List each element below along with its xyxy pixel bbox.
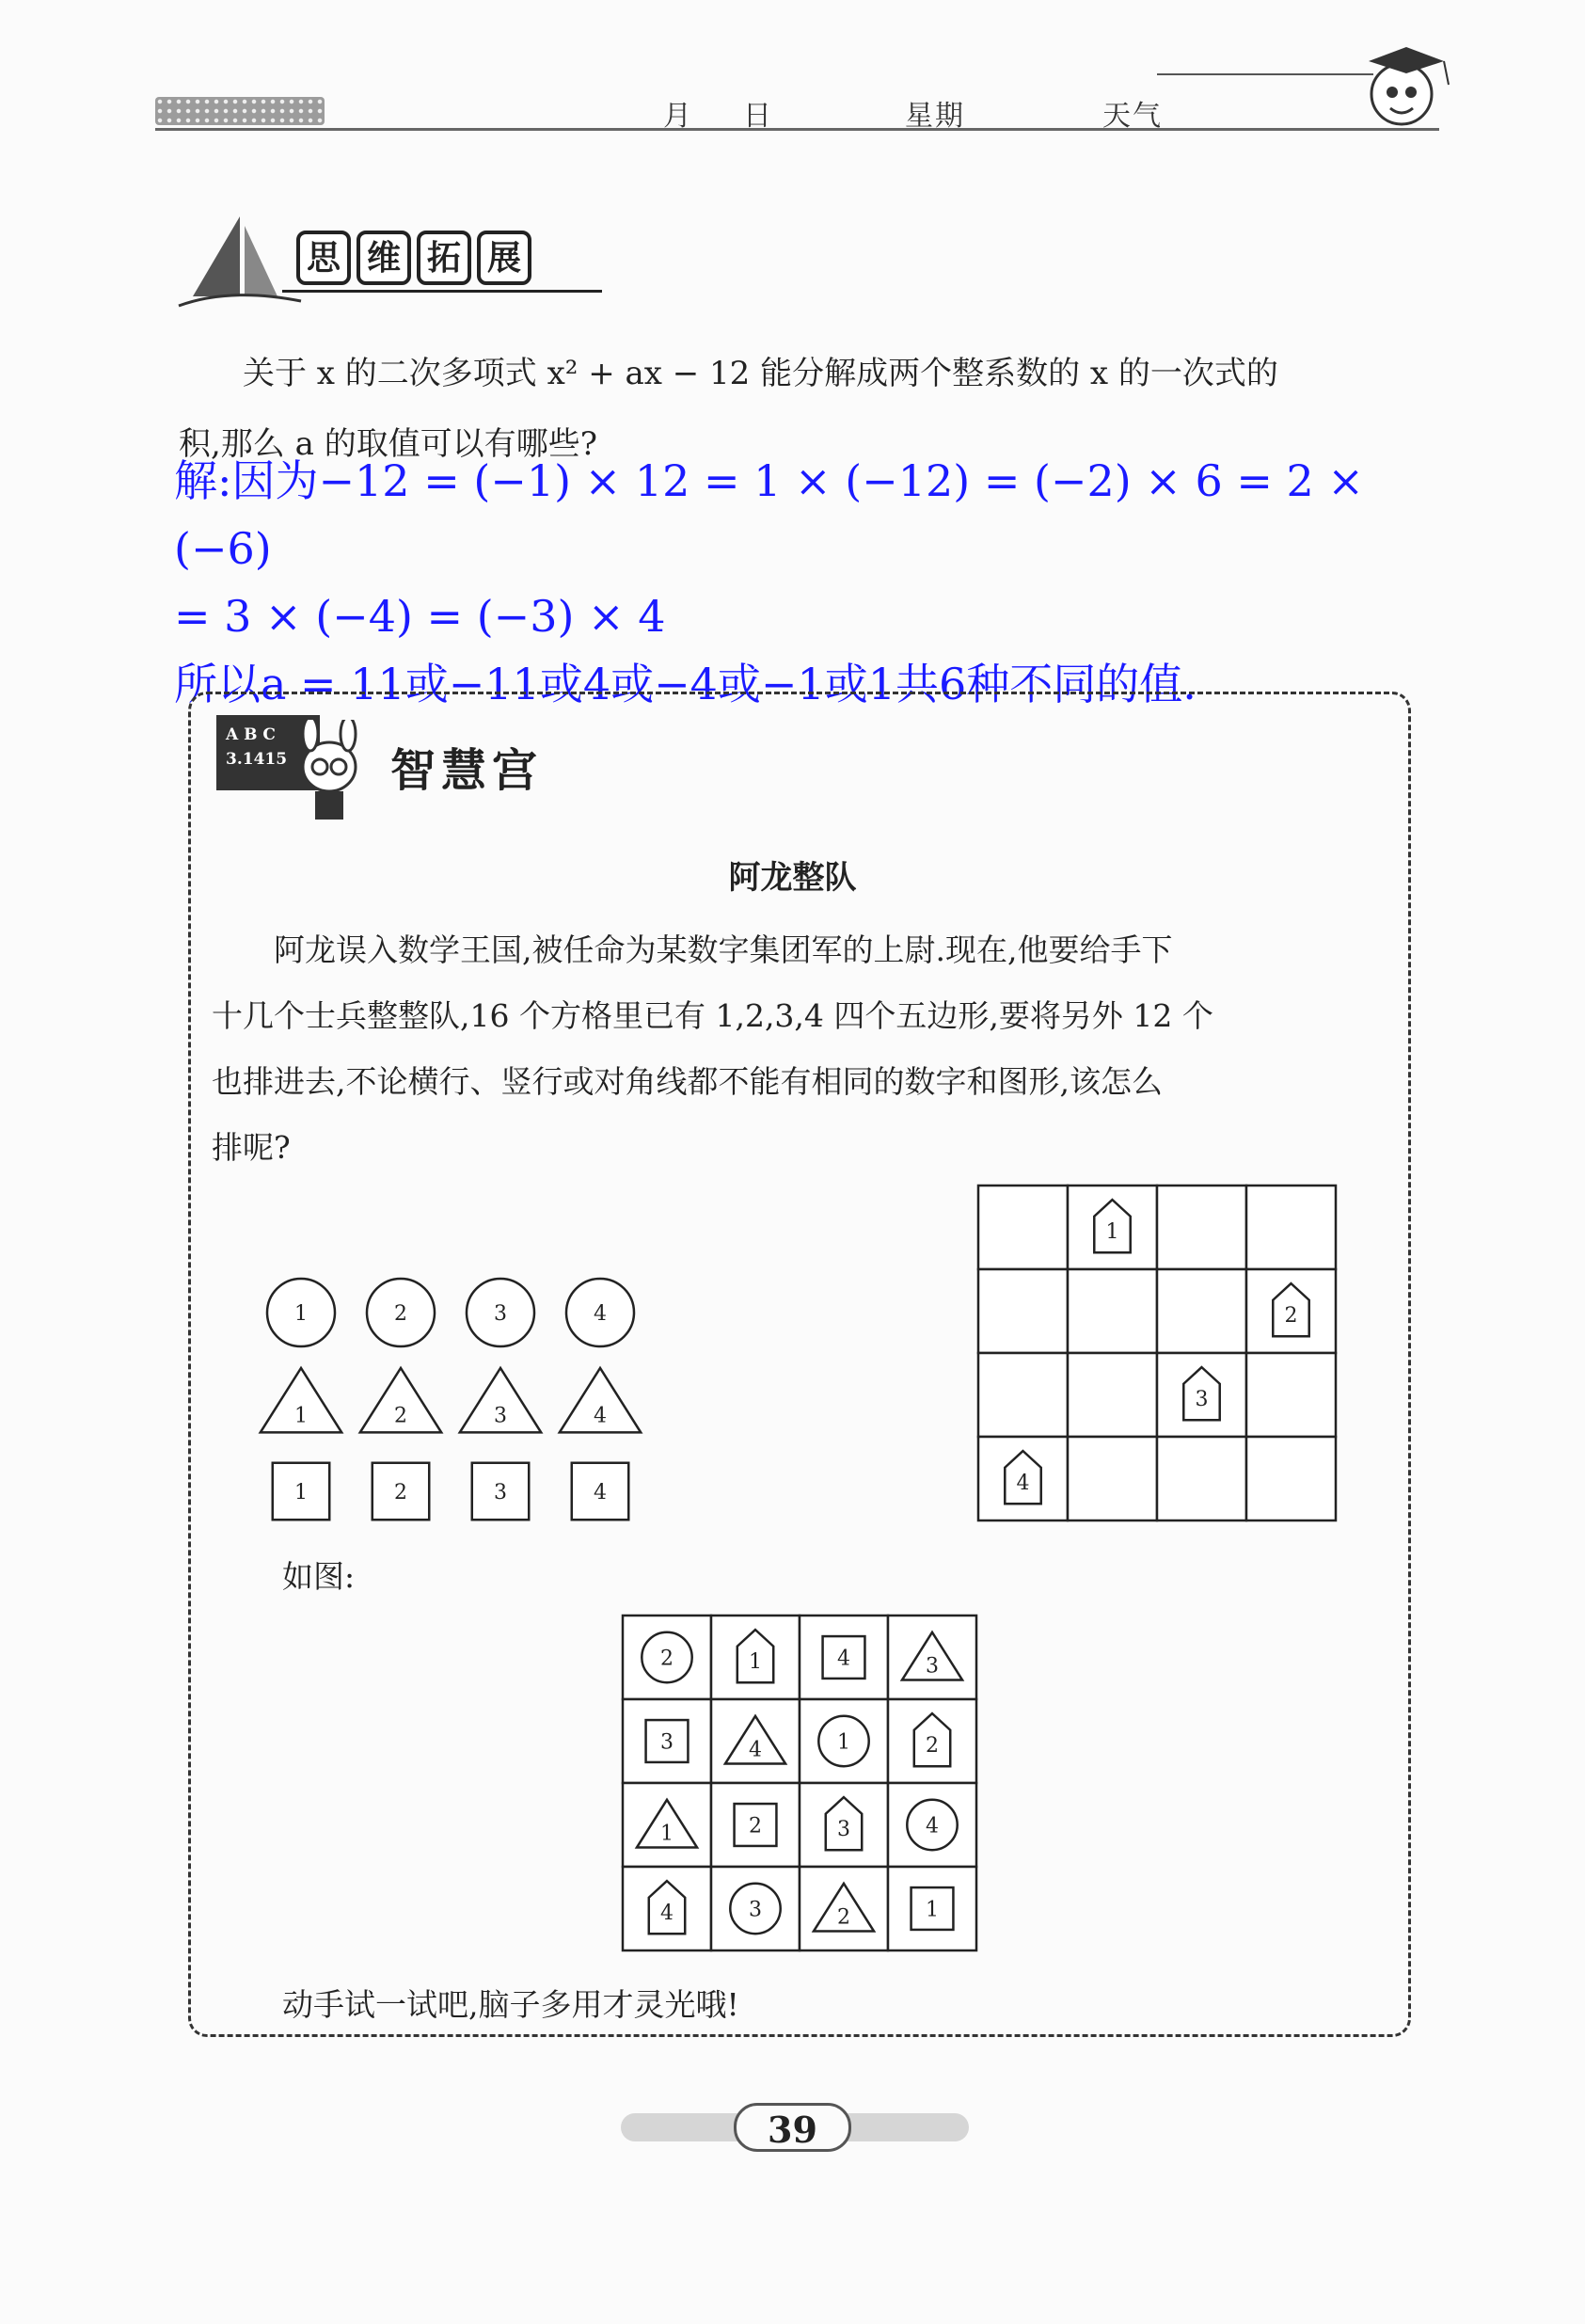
square-shape [372,1463,429,1520]
grid-cell [1157,1269,1246,1353]
square-shape [646,1720,689,1762]
shape-number: 4 [594,1302,607,1326]
shape-number: 4 [837,1647,850,1671]
square-shape [823,1636,865,1679]
grid-cell [1068,1437,1157,1520]
circle-shape [818,1716,868,1766]
shape-number: 4 [594,1404,607,1428]
shape-number: 3 [494,1302,507,1326]
triangle-shape [261,1368,341,1432]
problem-line: 积,那么 a 的取值可以有哪些? [179,425,597,463]
title-char: 展 [477,231,531,285]
grid-cell [1246,1437,1336,1520]
shape-number: 2 [1284,1304,1298,1329]
shape-legend [254,1270,649,1534]
shape-number: 1 [837,1730,850,1755]
shape-number: 2 [394,1481,407,1504]
grid-cell [1068,1269,1157,1353]
day-label: 日 [743,100,773,133]
circle-shape [642,1632,691,1682]
weekday-label: 星期 [905,100,965,133]
answer-line: 解:因为−12 = (−1) × 12 = 1 × (−12) = (−2) × 6 = 2 × (−6) [174,455,1364,574]
answer-line: 所以a = 11或−11或4或−4或−1或1共6种不同的值. [174,659,1197,709]
shape-number: 2 [394,1302,407,1326]
shape-number: 3 [494,1404,507,1428]
shape-number: 1 [1105,1220,1119,1245]
grid-cell [1157,1437,1246,1520]
puzzle-story [212,917,1392,1181]
triangle-shape [460,1368,541,1432]
shape-number: 2 [926,1734,939,1759]
grid-cell [1246,1353,1336,1437]
puzzle-title: 阿龙整队 [728,859,857,897]
story-line: 阿龙误入数学王国,被任命为某数字集团军的上尉.现在,他要给手下 [274,931,1173,968]
shape-number: 3 [926,1654,939,1679]
shape-number: 1 [749,1650,762,1675]
shape-number: 4 [594,1481,607,1504]
section-title-wisdom: 智慧宫 [390,744,544,797]
shape-number: 2 [394,1404,407,1428]
section-title-thinking-extension [296,231,607,315]
rabbit-teacher-icon [282,720,376,823]
shape-number: 3 [494,1481,507,1504]
square-shape [472,1463,529,1520]
page-number: 39 [734,2103,851,2152]
handwritten-answer [174,447,1472,718]
circle-shape [267,1279,335,1346]
shape-number: 2 [660,1647,674,1671]
shape-number: 1 [294,1481,308,1504]
title-char: 维 [357,231,411,285]
closing-text: 动手试一试吧,脑子多用才灵光哦! [282,1986,739,2023]
month-label: 月 [663,100,693,133]
circle-shape [467,1279,534,1346]
grid-cell [978,1186,1068,1269]
shape-number: 3 [1195,1388,1209,1412]
title-char: 拓 [417,231,471,285]
grid-cell [978,1269,1068,1353]
shape-number: 1 [294,1404,308,1428]
circle-shape [367,1279,435,1346]
header-pencil-line [1157,73,1373,75]
square-shape [273,1463,329,1520]
circle-shape [566,1279,634,1346]
problem-line: 关于 x 的二次多项式 x² + ax − 12 能分解成两个整系数的 x 的一次式的 [243,355,1278,392]
triangle-shape [560,1368,641,1432]
circle-shape [730,1884,780,1934]
circle-shape [907,1800,957,1850]
story-line: 也排进去,不论横行、竖行或对角线都不能有相同的数字和图形,该怎么 [212,1063,1163,1100]
solution-grid [621,1614,978,1954]
header-rule [155,128,1439,131]
title-char: 思 [296,231,351,285]
grid-cell [1068,1353,1157,1437]
shape-number: 2 [749,1814,762,1839]
grid-cell [1157,1186,1246,1269]
shape-number: 3 [660,1730,674,1755]
puzzle-grid [976,1184,1339,1524]
shape-number: 4 [660,1902,674,1926]
triangle-shape [360,1368,441,1432]
board-text: 3.1415 [226,750,288,769]
shape-number: 3 [749,1898,762,1922]
shape-number: 1 [926,1898,939,1922]
shape-number: 1 [294,1302,308,1326]
square-shape [911,1887,954,1930]
shape-number: 2 [837,1905,850,1930]
grid-cell [978,1353,1068,1437]
story-line: 十几个士兵整整队,16 个方格里已有 1,2,3,4 四个五边形,要将另外 12 个 [212,997,1213,1034]
sailboat-icon [174,207,306,320]
square-shape [572,1463,628,1520]
header-decor-bar [155,97,325,125]
title-underline [282,290,602,293]
story-line: 排呢? [212,1129,291,1166]
weather-label: 天气 [1102,100,1163,133]
shape-number: 3 [837,1818,850,1842]
shape-number: 4 [926,1814,939,1839]
answer-line: = 3 × (−4) = (−3) × 4 [174,591,666,642]
as-shown-label: 如图: [282,1558,356,1595]
shape-number: 4 [1016,1472,1030,1496]
shape-number: 1 [660,1822,674,1846]
shape-number: 4 [749,1738,762,1762]
square-shape [735,1804,777,1846]
board-text: A B C [226,725,276,744]
grid-cell [1246,1186,1336,1269]
scholar-mascot-icon [1355,38,1458,132]
wisdom-palace-header [216,715,593,828]
